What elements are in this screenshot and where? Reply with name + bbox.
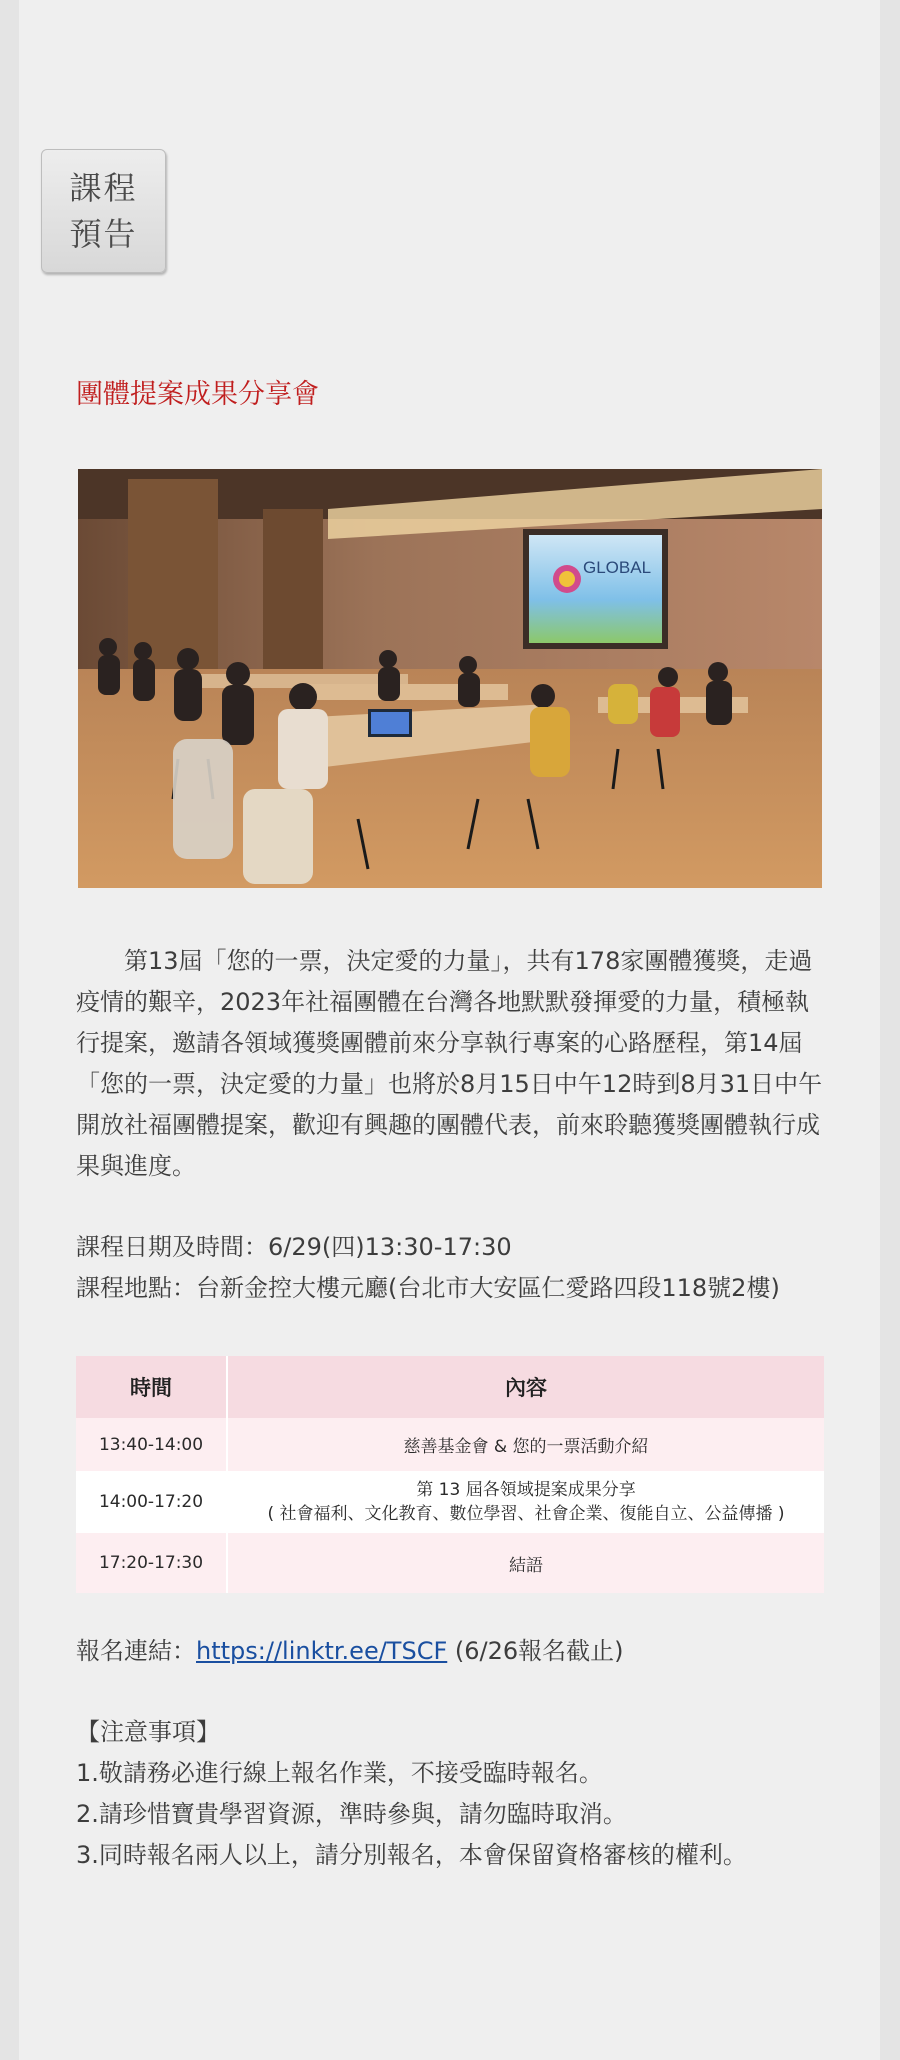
row-content-main: 慈善基金會 & 您的一票活動介紹 — [403, 1437, 649, 1457]
schedule-table — [76, 1356, 824, 1593]
event-description: 第13屆「您的一票，決定愛的力量」，共有178家團體獲獎，走過疫情的艱辛，2023年社福團體在台灣各地默默發揮愛的力量，積極執行提案，邀請各領域獲獎團體前來分享執行專案的心路歷程，第14屆「您的一票，決定愛的力量」也將於8月15日中午12時到8月31日中午開放社福團體提案，歡迎有興趣的團體代表，前來聆聽獲獎團體執行成果與進度。 — [76, 947, 823, 1180]
row-content — [227, 1533, 824, 1593]
row-content — [227, 1471, 824, 1533]
note-item: 2.請珍惜寶貴學習資源，準時參與，請勿臨時取消。 — [76, 1800, 627, 1828]
registration-link[interactable]: https://linktr.ee/TSCF — [196, 1637, 448, 1665]
course-date: 課程日期及時間：6/29(四)13:30-17:30 — [76, 1233, 512, 1261]
note-item: 1.敬請務必進行線上報名作業，不接受臨時報名。 — [76, 1759, 603, 1787]
row-content-sub: ( 社會福利、文化教育、數位學習、社會企業、復能自立、公益傳播 ) — [267, 1504, 785, 1524]
row-content-main: 結語 — [509, 1555, 543, 1576]
row-content — [227, 1418, 824, 1471]
registration-deadline: (6/26報名截止) — [447, 1637, 624, 1665]
notes-heading: 【注意事項】 — [76, 1718, 220, 1746]
row-time: 13:40-14:00 — [76, 1418, 227, 1471]
header-content: 內容 — [227, 1356, 824, 1418]
course-preview-badge — [41, 149, 166, 273]
event-title: 團體提案成果分享會 — [76, 379, 319, 410]
row-time: 17:20-17:30 — [76, 1533, 227, 1593]
table-row — [76, 1418, 824, 1471]
header-time: 時間 — [76, 1356, 227, 1418]
course-venue: 課程地點：台新金控大樓元廳(台北市大安區仁愛路四段118號2樓) — [76, 1274, 780, 1302]
course-details — [76, 1227, 836, 1309]
registration-prefix: 報名連結： — [76, 1637, 196, 1665]
badge-line-2: 預告 — [69, 215, 138, 253]
schedule-header-row — [76, 1356, 824, 1418]
notes-section — [76, 1712, 747, 1876]
row-content-main: 第 13 屆各領域提案成果分享 — [416, 1480, 636, 1500]
badge-line-1: 課程 — [69, 169, 138, 207]
event-photo — [78, 469, 822, 888]
table-row — [76, 1471, 824, 1533]
table-row — [76, 1533, 824, 1593]
screen-logo-text: GLOBAL — [583, 558, 652, 577]
note-item: 3.同時報名兩人以上，請分別報名，本會保留資格審核的權利。 — [76, 1841, 747, 1869]
registration-line — [76, 1631, 624, 1672]
row-time: 14:00-17:20 — [76, 1471, 227, 1533]
